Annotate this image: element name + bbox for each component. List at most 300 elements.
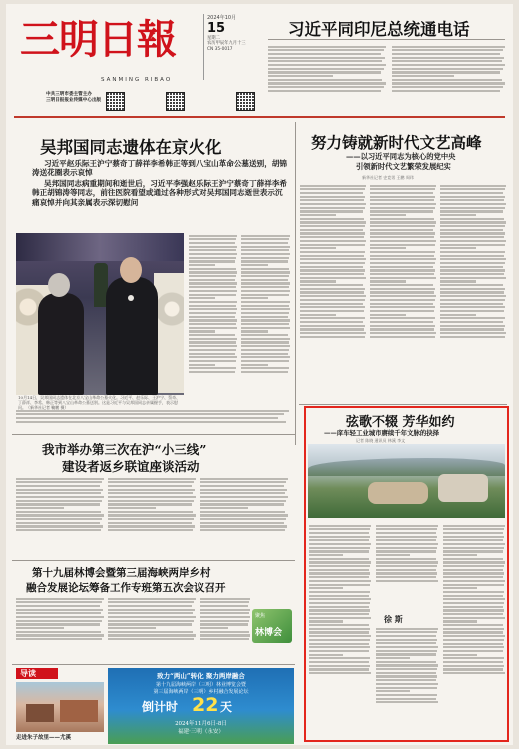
text-line <box>300 288 365 290</box>
text-line <box>189 312 236 314</box>
text-line <box>108 496 196 498</box>
text-line <box>16 413 284 415</box>
guide-item-1: 走进朱子故里——尤溪 <box>16 735 72 741</box>
text-line <box>108 634 196 636</box>
text-line <box>309 620 343 622</box>
text-line <box>376 536 437 538</box>
text-line <box>241 264 268 266</box>
countdown-banner-2: 第十九届海峡两岸（三明）林业博览会暨 <box>155 682 246 688</box>
text-line <box>370 291 434 293</box>
section-rule-3 <box>12 664 295 665</box>
text-line <box>309 624 369 626</box>
forestry-column-1 <box>16 596 104 662</box>
text-line <box>189 242 235 244</box>
text-line <box>200 627 228 629</box>
text-line <box>309 650 369 652</box>
text-line <box>200 598 250 600</box>
masthead-pinyin: SANMING RIBAO <box>101 77 173 83</box>
text-line <box>443 672 505 674</box>
text-line <box>16 616 104 618</box>
text-line <box>16 605 100 607</box>
text-line <box>108 478 196 480</box>
text-line <box>440 321 503 323</box>
text-line <box>108 529 193 531</box>
text-line <box>108 609 195 611</box>
forestry-column-3 <box>200 596 250 662</box>
text-line <box>392 75 454 77</box>
text-line <box>440 325 505 327</box>
qr-code-3 <box>236 92 255 111</box>
text-line <box>241 323 289 325</box>
text-line <box>440 192 503 194</box>
text-line <box>189 279 235 281</box>
text-line <box>376 679 436 681</box>
qr-code-1 <box>106 92 125 111</box>
arts-column-1 <box>300 183 366 403</box>
masthead-divider <box>203 14 204 80</box>
lunar-date: 农历甲辰年九月十三 <box>207 41 246 47</box>
text-line <box>370 225 435 227</box>
text-line <box>16 601 102 603</box>
text-line <box>241 334 288 336</box>
wu-column-1 <box>189 233 237 431</box>
text-line <box>309 665 370 667</box>
text-line <box>376 639 437 641</box>
countdown-prefix: 倒计时 <box>142 700 179 714</box>
xiaosanxian-column-3 <box>200 476 288 556</box>
text-line <box>370 269 435 271</box>
text-line <box>241 242 288 244</box>
text-line <box>370 262 435 264</box>
text-line <box>108 518 194 520</box>
photo-head-left <box>48 273 70 297</box>
photo-white-flower <box>128 295 134 301</box>
text-line <box>392 53 500 55</box>
text-line <box>443 543 505 545</box>
photo-flowers-right <box>154 273 184 393</box>
text-line <box>443 561 505 563</box>
text-line <box>268 68 384 70</box>
text-line <box>300 199 364 201</box>
text-line <box>189 238 236 240</box>
text-line <box>443 654 477 656</box>
text-line <box>443 558 503 560</box>
text-line <box>16 620 102 622</box>
text-line <box>300 236 364 238</box>
text-line <box>241 279 288 281</box>
text-line <box>300 240 366 242</box>
photo-campus <box>438 474 488 502</box>
text-line <box>300 332 366 334</box>
text-line <box>189 327 237 329</box>
text-line <box>440 210 503 212</box>
text-line <box>16 638 102 640</box>
text-line <box>16 522 100 524</box>
text-line <box>189 338 237 340</box>
text-line <box>376 628 438 630</box>
guide-label: 导读 <box>20 668 36 678</box>
text-line <box>440 299 505 301</box>
text-line <box>376 576 436 578</box>
text-line <box>376 653 436 655</box>
text-line <box>108 620 194 622</box>
text-line <box>370 236 434 238</box>
text-line <box>443 650 503 652</box>
text-line <box>370 247 406 249</box>
arts-byline: 新华社记者 史竞男 王鹏 周玮 <box>362 175 414 180</box>
text-line <box>200 522 284 524</box>
text-line <box>370 314 406 316</box>
countdown-dates: 2024年11月6日-8日 <box>175 721 227 727</box>
masthead-sponsor <box>46 92 106 103</box>
text-line <box>443 576 503 578</box>
text-line <box>443 591 504 593</box>
text-line <box>300 255 364 257</box>
text-line <box>370 277 436 279</box>
text-line <box>370 210 433 212</box>
arts-headline: 努力铸就新时代文艺高峰 <box>311 133 482 152</box>
text-line <box>241 364 268 366</box>
text-line <box>16 609 103 611</box>
photo-head-right <box>120 257 142 283</box>
text-line <box>309 613 369 615</box>
text-line <box>309 639 370 641</box>
text-line <box>300 295 366 297</box>
text-line <box>443 569 503 571</box>
text-line <box>370 321 433 323</box>
text-line <box>309 547 370 549</box>
text-line <box>370 280 406 282</box>
text-line <box>443 528 504 530</box>
text-line <box>309 554 343 556</box>
arts-column-3 <box>440 183 506 403</box>
text-line <box>189 364 215 366</box>
text-line <box>443 665 504 667</box>
text-line <box>309 628 370 630</box>
masthead-date <box>207 16 259 52</box>
wu-column-bottom <box>16 408 289 430</box>
text-line <box>309 565 370 567</box>
newspaper-page <box>6 4 513 745</box>
text-line <box>392 79 502 81</box>
text-line <box>376 635 436 637</box>
text-line <box>300 244 365 246</box>
text-line <box>440 203 506 205</box>
text-line <box>108 511 193 513</box>
text-line <box>241 312 289 314</box>
text-line <box>440 214 476 216</box>
text-line <box>300 221 366 223</box>
forestry-headline-1: 第十九届林博会暨第三届海峡两岸乡村 <box>32 567 211 579</box>
text-line <box>189 349 236 351</box>
text-line <box>200 496 288 498</box>
text-line <box>241 249 289 251</box>
text-line <box>200 489 287 491</box>
text-line <box>440 244 505 246</box>
text-line <box>268 57 385 59</box>
text-line <box>376 668 437 670</box>
text-line <box>241 327 290 329</box>
text-line <box>443 639 504 641</box>
arts-subhead-2: 引领新时代文艺繁荣发展纪实 <box>356 162 451 171</box>
text-line <box>376 572 437 574</box>
text-line <box>241 308 290 310</box>
text-line <box>16 529 101 531</box>
text-line <box>241 290 290 292</box>
text-line <box>370 214 406 216</box>
text-line <box>440 266 503 268</box>
text-line <box>108 623 192 625</box>
text-line <box>241 260 288 262</box>
text-line <box>392 71 500 73</box>
text-line <box>370 244 435 246</box>
text-line <box>189 253 237 255</box>
guide-photo-roof <box>60 700 98 722</box>
text-line <box>376 694 437 696</box>
feature-column-2b <box>376 626 438 737</box>
text-line <box>108 500 194 502</box>
text-line <box>189 323 236 325</box>
text-line <box>440 314 476 316</box>
text-line <box>370 196 435 198</box>
text-line <box>300 262 365 264</box>
text-line <box>440 188 505 190</box>
text-line <box>309 646 370 648</box>
text-line <box>200 623 248 625</box>
text-line <box>440 255 504 257</box>
text-line <box>309 591 370 593</box>
text-line <box>443 595 503 597</box>
text-line <box>376 683 438 685</box>
text-line <box>200 503 284 505</box>
text-line <box>16 627 64 629</box>
text-line <box>376 561 438 563</box>
text-line <box>443 525 505 527</box>
text-line <box>268 75 333 77</box>
text-line <box>16 511 101 513</box>
text-line <box>200 638 249 640</box>
text-line <box>443 646 504 648</box>
text-line <box>300 314 336 316</box>
text-line <box>309 657 370 659</box>
text-line <box>443 550 503 552</box>
text-line <box>300 196 365 198</box>
text-line <box>16 481 102 483</box>
text-line <box>309 595 369 597</box>
text-line <box>189 345 237 347</box>
section-rule-1 <box>12 434 295 435</box>
text-line <box>440 236 504 238</box>
text-line <box>200 612 249 614</box>
text-line <box>300 218 364 220</box>
text-line <box>443 620 477 622</box>
text-line <box>200 529 285 531</box>
text-line <box>300 232 365 234</box>
text-line <box>200 492 285 494</box>
text-line <box>440 225 505 227</box>
text-line <box>241 338 290 340</box>
section-rule-2 <box>12 560 295 561</box>
text-line <box>440 221 506 223</box>
text-line <box>268 86 384 88</box>
text-line <box>309 539 369 541</box>
text-line <box>440 258 506 260</box>
text-line <box>309 576 369 578</box>
text-line <box>309 536 370 538</box>
text-line <box>300 188 365 190</box>
text-line <box>16 496 104 498</box>
forestry-headline-2: 融合发展论坛筹备工作专班第五次会议召开 <box>26 582 226 594</box>
text-line <box>309 550 369 552</box>
wu-column-2 <box>241 233 290 431</box>
text-line <box>241 353 288 355</box>
text-line <box>443 635 505 637</box>
text-line <box>189 271 237 273</box>
text-line <box>300 192 363 194</box>
section-rule-right <box>299 404 507 405</box>
text-line <box>376 701 438 703</box>
text-line <box>241 330 268 332</box>
text-line <box>241 282 290 284</box>
text-line <box>440 310 504 312</box>
text-line <box>309 525 371 527</box>
forest-badge <box>252 609 292 643</box>
top-story-rule <box>268 39 505 40</box>
text-line <box>443 547 504 549</box>
text-line <box>108 631 193 633</box>
text-line <box>189 290 237 292</box>
text-line <box>241 275 289 277</box>
text-line <box>241 319 290 321</box>
text-line <box>300 247 336 249</box>
text-line <box>392 68 503 70</box>
text-line <box>200 518 286 520</box>
text-line <box>370 199 434 201</box>
text-line <box>440 196 505 198</box>
text-line <box>309 528 370 530</box>
text-line <box>200 507 248 509</box>
text-line <box>370 273 434 275</box>
text-line <box>189 316 235 318</box>
text-line <box>440 240 506 242</box>
text-line <box>443 532 503 534</box>
text-line <box>440 317 505 319</box>
text-line <box>370 266 433 268</box>
text-line <box>443 668 503 670</box>
text-line <box>376 657 410 659</box>
text-line <box>376 580 438 582</box>
text-line <box>443 609 504 611</box>
text-line <box>16 518 102 520</box>
text-line <box>189 353 235 355</box>
text-line <box>440 328 504 330</box>
text-line <box>309 598 371 600</box>
text-line <box>440 229 503 231</box>
text-line <box>241 305 289 307</box>
countdown-banner-1: 致力“两山”转化 聚力两岸融合 <box>157 672 245 680</box>
text-line <box>443 565 504 567</box>
text-line <box>189 260 235 262</box>
text-line <box>200 620 249 622</box>
text-line <box>241 349 289 351</box>
text-line <box>300 284 363 286</box>
text-line <box>443 598 505 600</box>
arts-column-2 <box>370 183 436 403</box>
text-line <box>108 489 195 491</box>
xiaosanxian-headline-2: 建设者返乡联谊座谈活动 <box>62 459 200 474</box>
text-line <box>16 612 101 614</box>
text-line <box>440 303 503 305</box>
text-line <box>268 82 386 84</box>
text-line <box>376 664 438 666</box>
text-line <box>370 299 435 301</box>
text-line <box>392 57 504 59</box>
text-line <box>241 360 289 362</box>
text-line <box>108 601 194 603</box>
date-year-month: 2024年10月 <box>207 15 237 21</box>
text-line <box>189 308 237 310</box>
photo-person-left <box>38 293 84 395</box>
text-line <box>189 246 237 248</box>
text-line <box>392 82 505 84</box>
text-line <box>200 485 284 487</box>
text-line <box>16 478 104 480</box>
text-line <box>300 269 365 271</box>
text-line <box>16 507 64 509</box>
text-line <box>108 481 194 483</box>
text-line <box>300 207 365 209</box>
text-line <box>241 271 290 273</box>
text-line <box>300 303 363 305</box>
text-line <box>16 514 104 516</box>
countdown-venue: 福建·三明（永安） <box>178 729 224 735</box>
top-story-column-1 <box>268 44 386 112</box>
text-line <box>189 334 235 336</box>
text-line <box>200 478 288 480</box>
text-line <box>443 628 504 630</box>
text-line <box>300 291 364 293</box>
text-line <box>108 492 193 494</box>
text-line <box>309 672 371 674</box>
text-line <box>189 294 236 296</box>
text-line <box>268 53 381 55</box>
text-line <box>440 277 506 279</box>
text-line <box>189 341 236 343</box>
text-line <box>300 258 366 260</box>
text-line <box>370 218 434 220</box>
xiaosanxian-column-2 <box>108 476 196 556</box>
xiaosanxian-headline-1: 我市举办第三次在沪“小三线” <box>42 442 207 457</box>
text-line <box>440 247 476 249</box>
text-line <box>200 525 287 527</box>
text-line <box>189 301 237 303</box>
text-line <box>376 631 437 633</box>
text-line <box>300 328 364 330</box>
text-line <box>300 321 363 323</box>
text-line <box>268 46 386 48</box>
text-line <box>300 203 366 205</box>
text-line <box>370 229 433 231</box>
text-line <box>440 306 505 308</box>
text-line <box>376 550 436 552</box>
text-line <box>443 602 504 604</box>
text-line <box>108 612 193 614</box>
top-story-column-2 <box>392 44 505 112</box>
text-line <box>108 598 196 600</box>
date-day: 15 <box>207 20 226 36</box>
text-line <box>376 650 437 652</box>
text-line <box>309 602 370 604</box>
